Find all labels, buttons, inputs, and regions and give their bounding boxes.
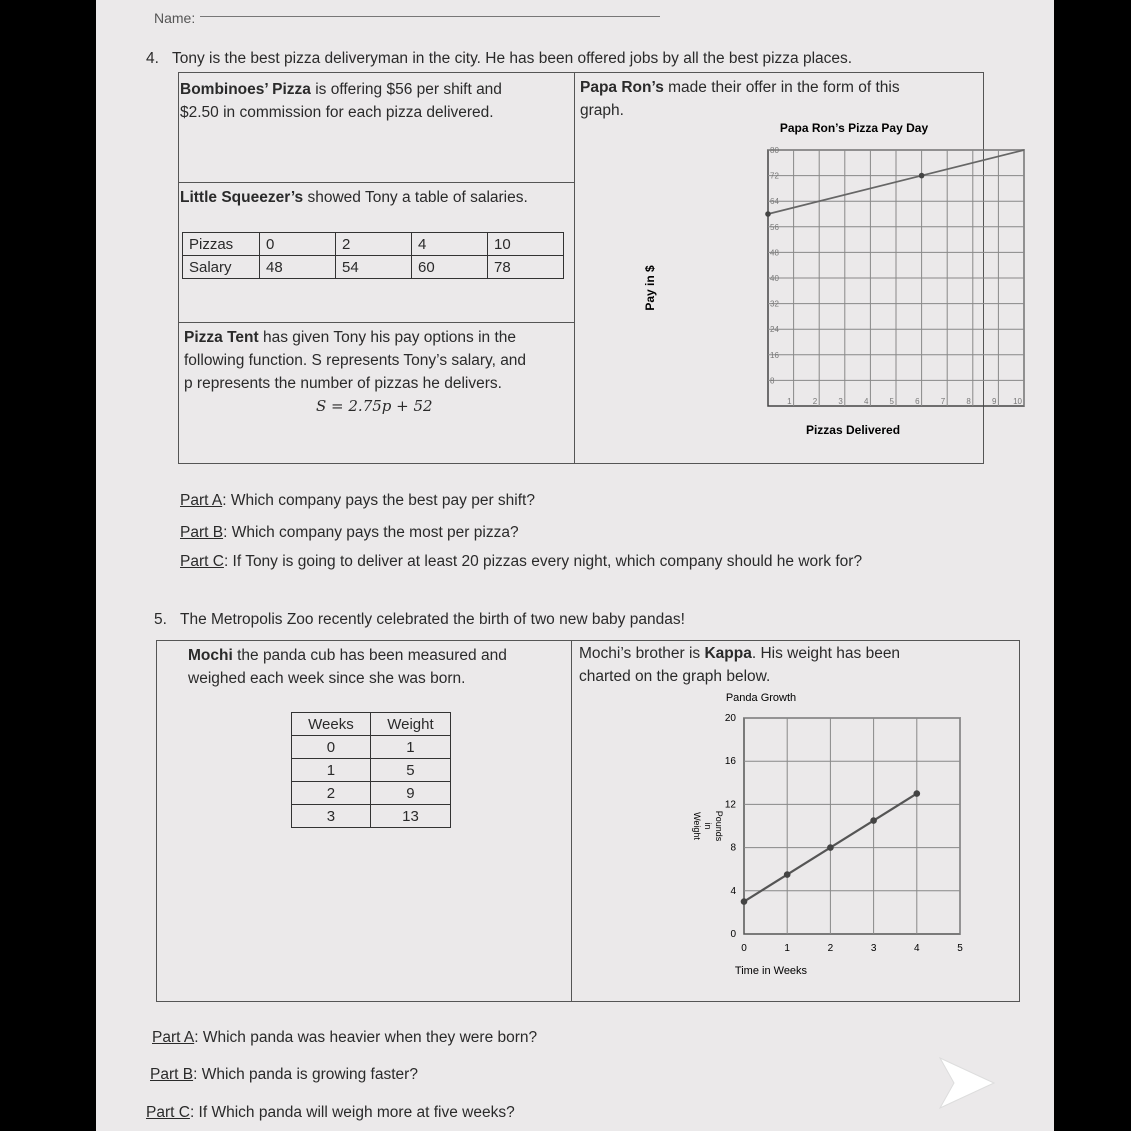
table-cell: 54 bbox=[336, 256, 412, 279]
chart-data-point bbox=[827, 844, 834, 851]
part-text: : Which panda was heavier when they were born? bbox=[194, 1029, 538, 1046]
mochi-name: Mochi bbox=[188, 647, 233, 664]
part-text: : Which company pays the most per pizza? bbox=[223, 524, 519, 541]
bombinoes-name: Bombinoes’ Pizza bbox=[180, 81, 311, 98]
q5-part-c bbox=[146, 1104, 515, 1122]
chart-x-tick-label: 10 bbox=[1013, 397, 1022, 406]
papa-ron-offer bbox=[580, 76, 900, 122]
chart-x-axis-label: Time in Weeks bbox=[734, 965, 808, 977]
question-4-divider bbox=[574, 72, 575, 464]
chart-x-tick-label: 3 bbox=[870, 943, 877, 954]
row-label-salary: Salary bbox=[183, 256, 260, 279]
table-cell: 10 bbox=[488, 233, 564, 256]
table-row bbox=[183, 256, 564, 279]
panda-growth-chart bbox=[586, 688, 963, 988]
table-row bbox=[292, 782, 451, 805]
table-cell: 2 bbox=[292, 782, 371, 805]
chart-x-tick-label: 4 bbox=[914, 943, 920, 954]
mochi-line1: the panda cub has been measured and bbox=[232, 647, 507, 664]
chart-x-tick-label: 2 bbox=[812, 397, 818, 406]
chart-x-axis-label: Pizzas Delivered bbox=[805, 423, 901, 437]
row-label-pizzas: Pizzas bbox=[183, 233, 260, 256]
chart-y-tick-label: 24 bbox=[770, 325, 779, 335]
chart-data-point bbox=[784, 871, 791, 878]
table-cell: 3 bbox=[292, 805, 371, 828]
chart-y-tick-label: 72 bbox=[770, 171, 779, 181]
chart-y-tick-label: 56 bbox=[770, 222, 779, 232]
chart-x-tick-label: 7 bbox=[940, 397, 946, 406]
part-text: : Which panda is growing faster? bbox=[193, 1066, 418, 1083]
chart-y-tick-label: 8 bbox=[770, 376, 775, 386]
squeezer-name: Little Squeezer’s bbox=[180, 189, 304, 206]
chart-y-tick-label: 32 bbox=[770, 299, 779, 309]
papa-ron-line2: graph. bbox=[580, 102, 624, 119]
squeezer-divider bbox=[178, 322, 574, 323]
table-header: Weight bbox=[370, 713, 450, 736]
bombinoes-divider bbox=[178, 182, 574, 183]
mochi-line2: weighed each week since she was born. bbox=[188, 670, 466, 687]
pizza-tent-equation: S = 2.75p + 52 bbox=[316, 397, 433, 415]
table-cell: 9 bbox=[370, 782, 450, 805]
chart-title: Panda Growth bbox=[725, 692, 797, 704]
part-label: Part C bbox=[146, 1104, 190, 1121]
pizza-tent-line3: p represents the number of pizzas he delivers. bbox=[184, 375, 502, 392]
play-arrow-shape bbox=[940, 1058, 994, 1108]
kappa-info bbox=[579, 642, 900, 688]
table-cell: 0 bbox=[292, 736, 371, 759]
table-cell: 5 bbox=[370, 759, 450, 782]
part-label: Part A bbox=[180, 492, 223, 509]
chart-x-tick-label: 1 bbox=[787, 397, 792, 406]
chart-x-tick-label: 4 bbox=[863, 397, 869, 406]
table-cell: 1 bbox=[292, 759, 371, 782]
q5-part-a bbox=[152, 1029, 537, 1047]
papa-ron-chart bbox=[636, 118, 1022, 448]
mochi-info bbox=[188, 644, 507, 690]
chart-y-tick-label: 16 bbox=[770, 350, 779, 360]
kappa-line1-pre: Mochi’s brother is bbox=[579, 645, 705, 662]
papa-ron-name: Papa Ron’s bbox=[580, 79, 664, 96]
worksheet-page bbox=[96, 0, 1054, 1131]
chart-x-tick-label: 6 bbox=[915, 397, 920, 406]
chart-x-tick-label: 3 bbox=[838, 397, 843, 406]
table-cell: 1 bbox=[370, 736, 450, 759]
question-5-divider bbox=[571, 640, 572, 1002]
chart-y-tick-label: 0 bbox=[730, 929, 736, 940]
q4-part-b bbox=[180, 524, 519, 542]
table-row bbox=[292, 736, 451, 759]
pizza-tent-line1: has given Tony his pay options in the bbox=[258, 329, 516, 346]
papa-ron-line1: made their offer in the form of this bbox=[663, 79, 900, 96]
kappa-line2: charted on the graph below. bbox=[579, 668, 771, 685]
q4-part-a bbox=[180, 492, 535, 510]
chart-plot-area bbox=[765, 146, 1024, 406]
chart-y-tick-label: 80 bbox=[770, 146, 779, 155]
chart-y-tick-label: 48 bbox=[770, 248, 779, 258]
part-label: Part A bbox=[152, 1029, 195, 1046]
chart-y-tick-label: 8 bbox=[730, 842, 736, 854]
table-cell: 2 bbox=[336, 233, 412, 256]
chart-x-tick-label: 8 bbox=[966, 397, 971, 406]
chart-data-point bbox=[914, 790, 921, 797]
q5-part-b bbox=[150, 1066, 418, 1084]
part-text: : If Tony is going to deliver at least 20 pizzas every night, which company should he work for? bbox=[223, 553, 863, 570]
kappa-line1: . His weight has been bbox=[751, 645, 901, 662]
table-cell: 13 bbox=[370, 805, 450, 828]
chart-y-axis-label: Pay in $ bbox=[643, 265, 657, 311]
pizza-tent-line2: following function. S represents Tony’s salary, and bbox=[184, 352, 527, 369]
table-cell: 4 bbox=[412, 233, 488, 256]
chart-data-point bbox=[919, 173, 925, 179]
bombinoes-line2: $2.50 in commission for each pizza delivered. bbox=[180, 104, 494, 121]
chart-x-tick-label: 9 bbox=[991, 397, 997, 406]
table-row bbox=[183, 233, 564, 256]
chart-x-tick-label: 5 bbox=[957, 943, 963, 954]
question-4-number: 4. bbox=[146, 50, 159, 67]
bombinoes-offer bbox=[180, 78, 502, 124]
squeezer-text: showed Tony a table of salaries. bbox=[303, 189, 528, 206]
chart-y-axis-label-line: Pounds bbox=[714, 810, 724, 842]
chart-data-point bbox=[741, 898, 748, 905]
chart-y-tick-label: 64 bbox=[770, 197, 779, 207]
play-arrow-icon[interactable] bbox=[936, 1055, 998, 1111]
squeezer-offer bbox=[180, 186, 528, 209]
kappa-name: Kappa bbox=[704, 645, 752, 662]
chart-y-axis-label bbox=[692, 811, 724, 842]
table-cell: 0 bbox=[260, 233, 336, 256]
part-label: Part C bbox=[180, 553, 224, 570]
chart-x-tick-label: 0 bbox=[741, 943, 747, 954]
chart-data-point bbox=[765, 211, 771, 217]
chart-y-axis-label-line: in bbox=[703, 822, 713, 830]
chart-x-tick-label: 2 bbox=[827, 943, 834, 954]
pizza-tent-offer bbox=[184, 326, 526, 395]
table-cell: 78 bbox=[488, 256, 564, 279]
chart-x-tick-label: 1 bbox=[784, 943, 790, 954]
bombinoes-line1: is offering $56 per shift and bbox=[310, 81, 502, 98]
question-5-intro: The Metropolis Zoo recently celebrated the birth of two new baby pandas! bbox=[180, 611, 685, 628]
pizza-tent-name: Pizza Tent bbox=[184, 329, 259, 346]
chart-y-tick-label: 20 bbox=[724, 713, 736, 724]
chart-y-tick-label: 16 bbox=[724, 756, 736, 768]
chart-y-tick-label: 4 bbox=[730, 885, 736, 897]
table-header: Weeks bbox=[292, 713, 371, 736]
salary-table bbox=[182, 232, 564, 279]
table-row bbox=[292, 713, 451, 736]
chart-title: Papa Ron’s Pizza Pay Day bbox=[779, 121, 929, 135]
part-text: : If Which panda will weigh more at five weeks? bbox=[189, 1104, 515, 1121]
question-4-intro: Tony is the best pizza deliveryman in the city. He has been offered jobs by all the best pizza places. bbox=[172, 50, 853, 67]
chart-x-tick-label: 5 bbox=[889, 397, 894, 406]
q4-part-c bbox=[180, 553, 862, 571]
part-text: : Which company pays the best pay per shift? bbox=[222, 492, 535, 509]
chart-y-axis-label-line: Weight bbox=[692, 812, 702, 840]
name-label: Name: bbox=[154, 10, 196, 26]
question-5-number: 5. bbox=[154, 611, 167, 628]
weight-table bbox=[291, 712, 451, 828]
part-label: Part B bbox=[180, 524, 224, 541]
table-cell: 60 bbox=[412, 256, 488, 279]
chart-data-point bbox=[870, 817, 877, 824]
chart-y-tick-label: 40 bbox=[770, 274, 779, 283]
name-blank-line bbox=[200, 16, 660, 17]
part-label: Part B bbox=[150, 1066, 194, 1083]
table-cell: 48 bbox=[260, 256, 336, 279]
table-row bbox=[292, 759, 451, 782]
table-row bbox=[292, 805, 451, 828]
chart-y-tick-label: 12 bbox=[724, 799, 736, 811]
